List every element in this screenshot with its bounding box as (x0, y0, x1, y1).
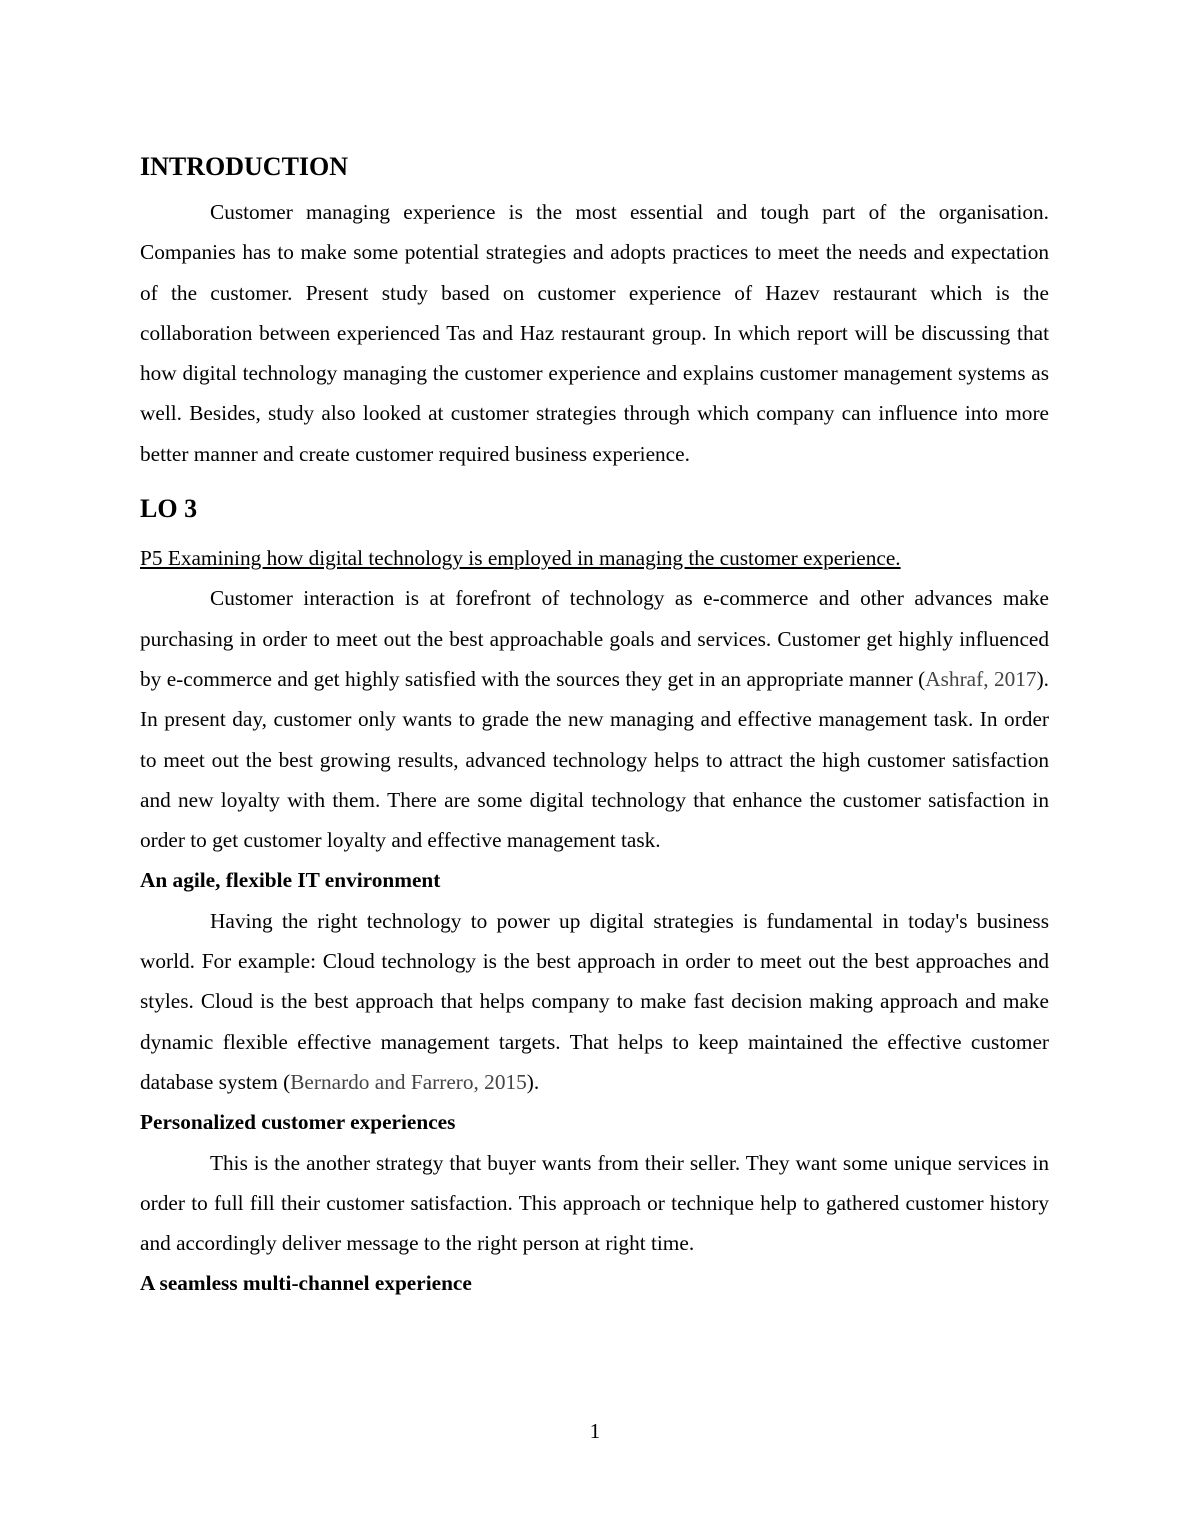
lo3-heading: LO 3 (140, 494, 198, 524)
agile-paragraph (140, 901, 1049, 1102)
citation-ashraf: Ashraf, 2017 (925, 666, 1037, 691)
lo3-paragraph (140, 578, 1049, 860)
lo3-paragraph-text-1: Customer interaction is at forefront of technology as e-commerce and other advances make purchasing in order to meet out the best approachable goals and services. Customer get highly influenced by e-commerce and get highly satisfied with the sources they get in an appropriate manner ( (140, 586, 1049, 691)
personalized-paragraph: This is the another strategy that buyer wants from their seller. They want some unique services in order to full fill their customer satisfaction. This approach or technique help to gathered customer history and accordingly deliver message to the right person at right time. (140, 1150, 1049, 1256)
lo3-paragraph-text-2: ). In present day, customer only wants to grade the new managing and effective management task. In order to meet out the best growing results, advanced technology helps to attract the high customer satisfaction and new loyalty with them. There are some digital technology that enhance the customer satisfaction in order to get customer loyalty and effective management task. (140, 666, 1049, 853)
citation-bernardo: Bernardo and Farrero, 2015 (290, 1069, 527, 1094)
agile-paragraph-text-2: ). (526, 1069, 540, 1094)
seamless-heading: A seamless multi-channel experience (140, 1271, 472, 1296)
page-number: 1 (589, 1419, 601, 1443)
personalized-heading: Personalized customer experiences (140, 1110, 456, 1135)
p5-task-title: P5 Examining how digital technology is employed in managing the customer experience. (140, 546, 901, 571)
agile-paragraph-text-1: Having the right technology to power up digital strategies is fundamental in today's business world. For example: Cloud technology is the best approach in order to meet out the best approaches and styles. Cloud is the best approach that helps company to make fast decision making approach and make dynamic flexible effective management targets. That helps to keep maintained the effective customer database system ( (140, 908, 1049, 1094)
introduction-heading: INTRODUCTION (140, 152, 349, 181)
introduction-paragraph: Customer managing experience is the most essential and tough part of the organisation. Companies has to make some potential strategies and adopts practices to meet the needs and expectation of the customer. Present study based on customer experience of Hazev restaurant which is the collaboration between experienced Tas and Haz restaurant group. In which report will be discussing that how digital technology managing the customer experience and explains customer management systems as well. Besides, study also looked at customer strategies through which company can influence into more better manner and create customer required business experience. (140, 200, 1049, 466)
agile-heading: An agile, flexible IT environment (140, 868, 441, 893)
document-page (140, 148, 1049, 1304)
